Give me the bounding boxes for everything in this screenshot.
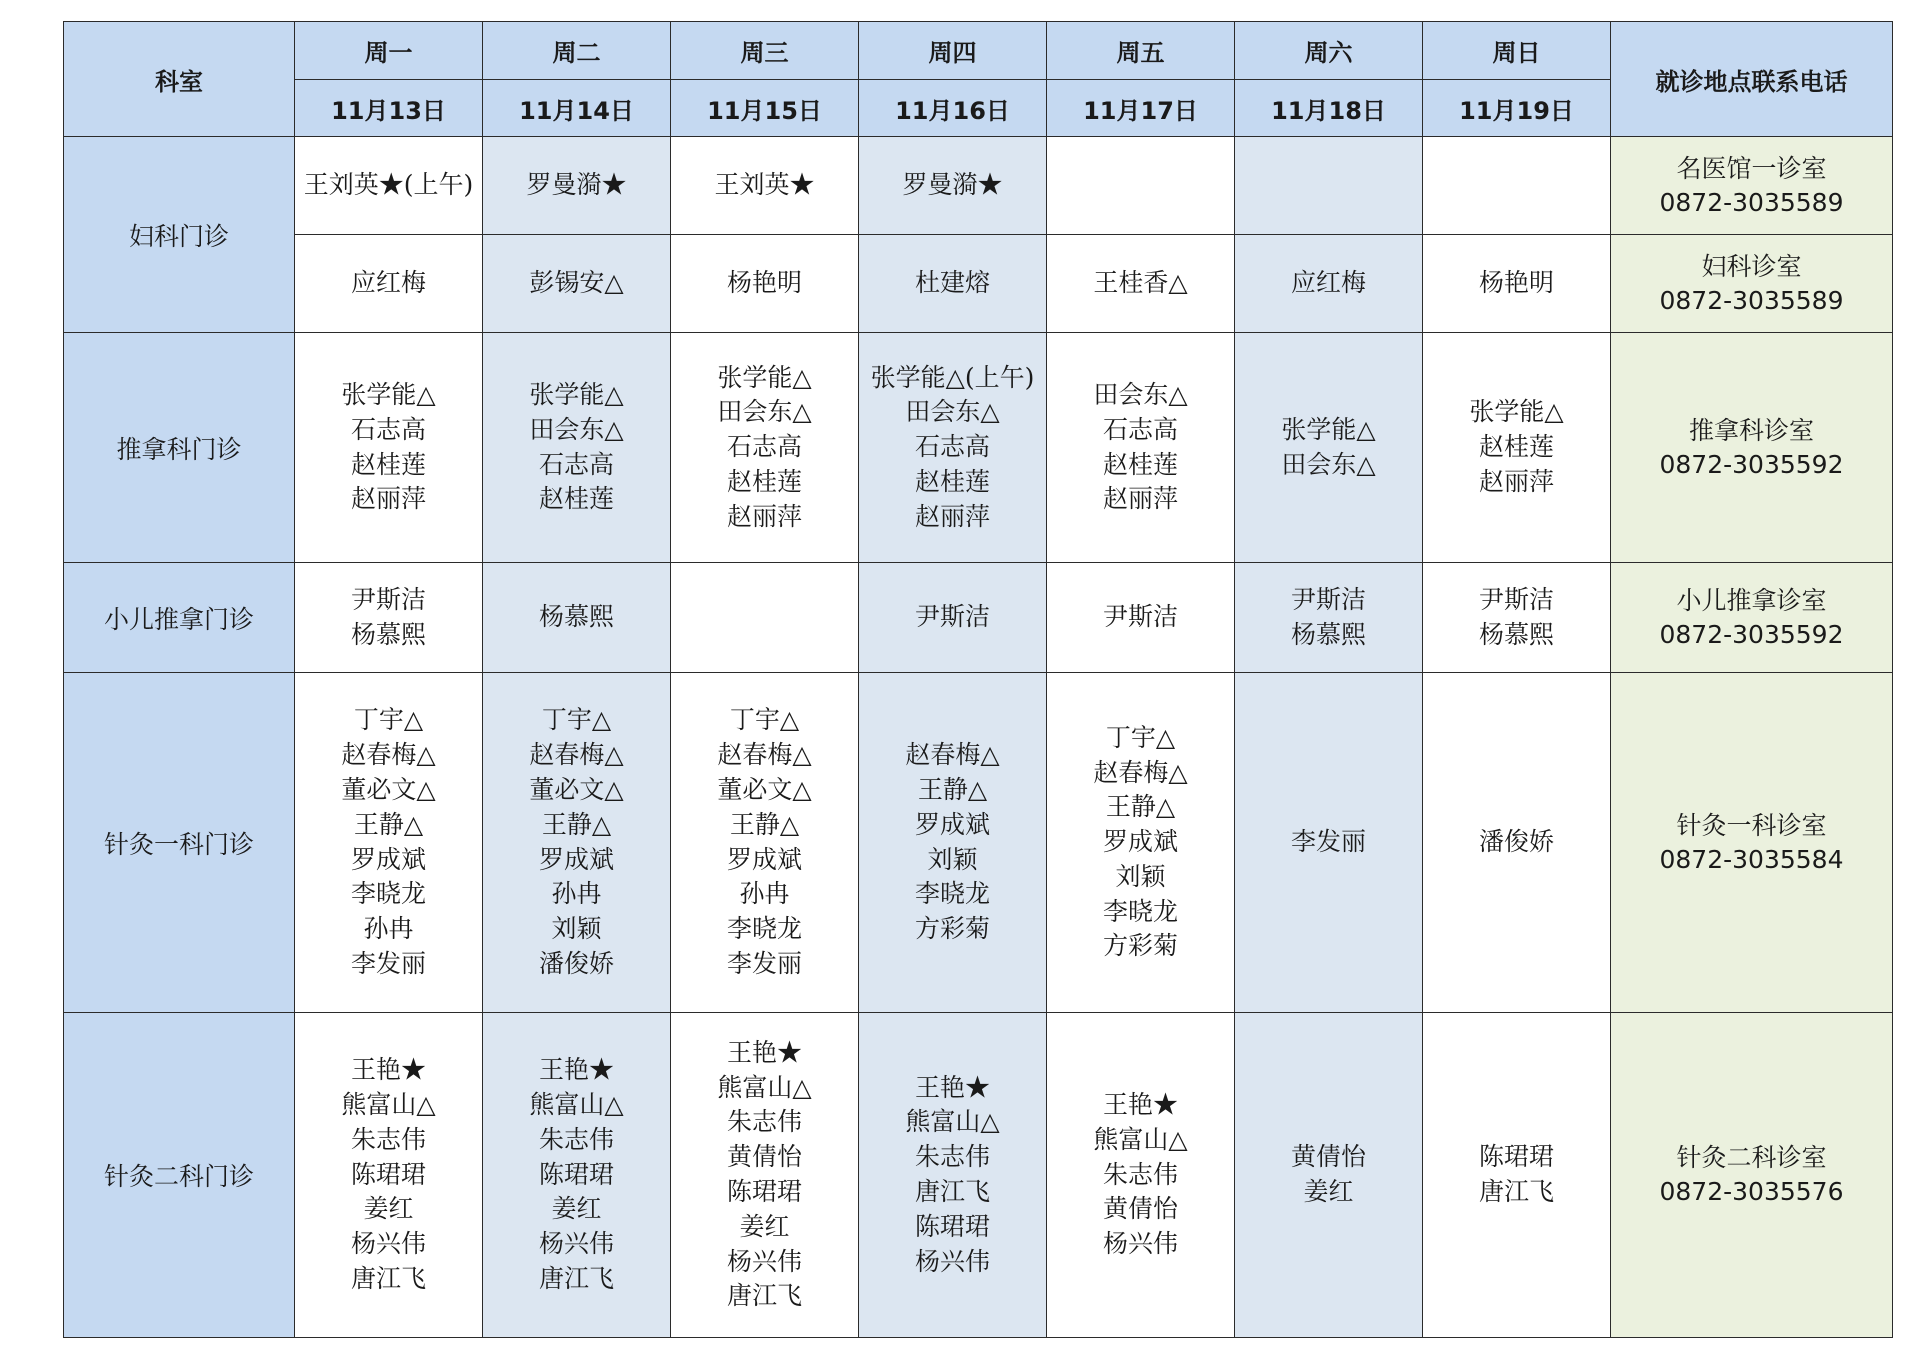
doctor-name: 唐江飞 bbox=[1478, 1177, 1554, 1206]
doctor-name: 杨兴伟 bbox=[914, 1246, 990, 1276]
doctor-name: 朱志伟 bbox=[350, 1124, 426, 1154]
doctor-name: 赵春梅△ bbox=[341, 740, 436, 770]
schedule-row bbox=[64, 235, 1893, 333]
date-header: 11月16日 bbox=[859, 80, 1047, 137]
day-cell bbox=[1235, 673, 1423, 1013]
doctor-name: 田会东△ bbox=[905, 397, 1000, 427]
doctor-name: 黄倩怡 bbox=[726, 1142, 802, 1172]
day-cell bbox=[1047, 235, 1235, 333]
day-cell bbox=[1235, 235, 1423, 333]
doctor-name: 尹斯洁 bbox=[914, 602, 990, 632]
doctor-name: 石志高 bbox=[538, 449, 614, 479]
weekday-header: 周二 bbox=[483, 22, 671, 80]
doctor-name: 王艳★ bbox=[1102, 1090, 1178, 1119]
day-cell bbox=[483, 235, 671, 333]
doctor-name: 罗成斌 bbox=[538, 844, 614, 874]
doctor-name: 唐江飞 bbox=[726, 1281, 802, 1311]
doctor-name: 刘颖 bbox=[1115, 861, 1166, 891]
doctor-name: 孙冉 bbox=[739, 879, 790, 909]
doctor-name: 丁宇△ bbox=[1105, 722, 1176, 752]
doctor-name: 张学能△ bbox=[341, 379, 436, 409]
doctor-name: 赵丽萍 bbox=[1102, 484, 1178, 514]
doctor-name: 孙冉 bbox=[551, 879, 602, 909]
doctor-name: 王静△ bbox=[541, 809, 612, 839]
location-cell bbox=[1611, 1013, 1893, 1338]
phone-number: 0872-3035584 bbox=[1659, 844, 1844, 874]
doctor-name: 熊富山△ bbox=[905, 1107, 1000, 1137]
doctor-name: 杨兴伟 bbox=[538, 1229, 614, 1259]
doctor-name: 唐江飞 bbox=[538, 1263, 614, 1293]
doctor-name: 罗曼漪★ bbox=[526, 170, 627, 200]
date-header: 11月13日 bbox=[295, 80, 483, 137]
location-cell bbox=[1611, 235, 1893, 333]
doctor-name: 朱志伟 bbox=[914, 1142, 990, 1172]
schedule-table bbox=[63, 21, 1893, 1338]
day-cell bbox=[1235, 137, 1423, 235]
doctor-name: 王静△ bbox=[729, 809, 800, 839]
day-cell bbox=[671, 673, 859, 1013]
day-cell bbox=[1423, 1013, 1611, 1338]
room-name: 妇科诊室 bbox=[1701, 251, 1802, 281]
doctor-name: 石志高 bbox=[914, 432, 990, 462]
schedule-row bbox=[64, 563, 1893, 673]
doctor-name: 丁宇△ bbox=[353, 705, 424, 735]
doctor-name: 杨艳明 bbox=[726, 268, 802, 298]
doctor-name: 李晓龙 bbox=[1102, 896, 1178, 926]
day-cell bbox=[1047, 137, 1235, 235]
doctor-name: 石志高 bbox=[726, 432, 802, 462]
day-cell bbox=[295, 137, 483, 235]
doctor-name: 赵春梅△ bbox=[905, 740, 1000, 770]
doctor-name: 石志高 bbox=[350, 414, 426, 444]
doctor-name: 姜红 bbox=[363, 1194, 414, 1224]
doctor-name: 姜红 bbox=[1303, 1177, 1354, 1206]
doctor-name: 罗成斌 bbox=[914, 809, 990, 839]
doctor-name: 赵桂莲 bbox=[914, 466, 990, 496]
day-cell bbox=[295, 673, 483, 1013]
doctor-name: 李发丽 bbox=[1290, 827, 1366, 857]
weekday-header: 周日 bbox=[1423, 22, 1611, 80]
doctor-name: 田会东△ bbox=[1281, 449, 1376, 479]
day-cell bbox=[483, 673, 671, 1013]
day-cell bbox=[1423, 235, 1611, 333]
day-cell bbox=[483, 563, 671, 673]
doctor-name: 董必文△ bbox=[717, 774, 812, 804]
doctor-name: 王静△ bbox=[353, 809, 424, 839]
doctor-name: 杨慕熙 bbox=[1290, 619, 1366, 649]
room-name: 名医馆一诊室 bbox=[1676, 153, 1827, 183]
doctor-name: 罗曼漪★ bbox=[902, 170, 1003, 200]
doctor-name: 董必文△ bbox=[341, 774, 436, 804]
doctor-name: 熊富山△ bbox=[717, 1072, 812, 1102]
doctor-name: 李发丽 bbox=[726, 948, 802, 978]
weekday-header: 周五 bbox=[1047, 22, 1235, 80]
doctor-name: 杨艳明 bbox=[1478, 268, 1554, 298]
doctor-name: 王艳★ bbox=[726, 1037, 802, 1067]
doctor-name: 赵桂莲 bbox=[726, 466, 802, 496]
doctor-name: 熊富山△ bbox=[1093, 1124, 1188, 1154]
doctor-name: 丁宇△ bbox=[541, 705, 612, 735]
doctor-name: 尹斯洁 bbox=[1290, 584, 1366, 614]
doctor-name: 唐江飞 bbox=[350, 1263, 426, 1293]
doctor-name: 张学能△ bbox=[1469, 397, 1564, 427]
department-name: 妇科门诊 bbox=[64, 137, 295, 333]
weekday-header: 周一 bbox=[295, 22, 483, 80]
doctor-name: 赵春梅△ bbox=[1093, 757, 1188, 787]
doctor-name: 王艳★ bbox=[914, 1072, 990, 1102]
doctor-name: 杨兴伟 bbox=[350, 1229, 426, 1259]
doctor-name: 王艳★ bbox=[350, 1055, 426, 1085]
doctor-name: 李晓龙 bbox=[350, 879, 426, 909]
day-cell bbox=[1235, 563, 1423, 673]
doctor-name: 陈珺珺 bbox=[350, 1159, 426, 1189]
doctor-name: 潘俊娇 bbox=[1478, 827, 1554, 857]
doctor-name: 王刘英★ bbox=[714, 170, 815, 200]
location-cell bbox=[1611, 333, 1893, 563]
doctor-name: 姜红 bbox=[739, 1211, 790, 1241]
doctor-name: 赵丽萍 bbox=[914, 501, 990, 531]
location-cell bbox=[1611, 673, 1893, 1013]
phone-number: 0872-3035589 bbox=[1659, 285, 1844, 315]
phone-number: 0872-3035592 bbox=[1659, 619, 1844, 649]
day-cell bbox=[295, 235, 483, 333]
day-cell bbox=[295, 1013, 483, 1338]
day-cell bbox=[859, 137, 1047, 235]
day-cell bbox=[1235, 333, 1423, 563]
day-cell bbox=[483, 137, 671, 235]
day-cell bbox=[1047, 673, 1235, 1013]
room-name: 针灸一科诊室 bbox=[1676, 810, 1827, 840]
doctor-name: 刘颖 bbox=[551, 914, 602, 944]
doctor-name: 李发丽 bbox=[350, 948, 426, 978]
room-name: 针灸二科诊室 bbox=[1676, 1143, 1827, 1172]
day-cell bbox=[859, 333, 1047, 563]
day-cell bbox=[671, 137, 859, 235]
room-name: 推拿科诊室 bbox=[1688, 415, 1814, 445]
day-cell bbox=[483, 333, 671, 563]
date-header: 11月14日 bbox=[483, 80, 671, 137]
day-cell bbox=[1423, 333, 1611, 563]
dept-header: 科室 bbox=[64, 22, 295, 137]
doctor-name: 张学能△ bbox=[1281, 414, 1376, 444]
schedule-row bbox=[64, 137, 1893, 235]
doctor-name: 杨兴伟 bbox=[726, 1246, 802, 1276]
doctor-name: 方彩菊 bbox=[914, 914, 990, 944]
day-cell bbox=[859, 235, 1047, 333]
doctor-name: 田会东△ bbox=[529, 414, 624, 444]
doctor-name: 尹斯洁 bbox=[1478, 584, 1554, 614]
location-header: 就诊地点联系电话 bbox=[1611, 22, 1893, 137]
header-row-week bbox=[64, 22, 1893, 80]
doctor-name: 彭锡安△ bbox=[529, 268, 624, 298]
doctor-name: 赵桂莲 bbox=[350, 449, 426, 479]
location-cell bbox=[1611, 137, 1893, 235]
doctor-name: 陈珺珺 bbox=[914, 1211, 990, 1241]
doctor-name: 陈珺珺 bbox=[726, 1177, 802, 1206]
doctor-name: 杨慕熙 bbox=[350, 619, 426, 649]
doctor-name: 赵桂莲 bbox=[538, 484, 614, 514]
day-cell bbox=[1423, 563, 1611, 673]
day-cell bbox=[1047, 1013, 1235, 1338]
doctor-name: 赵桂莲 bbox=[1102, 449, 1178, 479]
phone-number: 0872-3035589 bbox=[1659, 187, 1844, 217]
day-cell bbox=[859, 1013, 1047, 1338]
date-header: 11月15日 bbox=[671, 80, 859, 137]
doctor-name: 姜红 bbox=[551, 1194, 602, 1224]
doctor-name: 张学能△ bbox=[717, 362, 812, 392]
day-cell bbox=[859, 563, 1047, 673]
day-cell bbox=[671, 1013, 859, 1338]
doctor-name: 刘颖 bbox=[927, 844, 978, 874]
doctor-name: 赵丽萍 bbox=[726, 501, 802, 531]
doctor-name: 杨慕熙 bbox=[1478, 619, 1554, 649]
day-cell bbox=[671, 563, 859, 673]
schedule-row bbox=[64, 1013, 1893, 1338]
day-cell bbox=[1235, 1013, 1423, 1338]
day-cell bbox=[1047, 333, 1235, 563]
weekday-header: 周六 bbox=[1235, 22, 1423, 80]
doctor-name: 丁宇△ bbox=[729, 705, 800, 735]
day-cell bbox=[295, 333, 483, 563]
doctor-name: 赵桂莲 bbox=[1478, 432, 1554, 462]
doctor-name: 孙冉 bbox=[363, 914, 414, 944]
doctor-name: 张学能△ bbox=[529, 379, 624, 409]
day-cell bbox=[295, 563, 483, 673]
weekday-header: 周四 bbox=[859, 22, 1047, 80]
date-header: 11月18日 bbox=[1235, 80, 1423, 137]
doctor-name: 熊富山△ bbox=[341, 1090, 436, 1119]
doctor-name: 李晓龙 bbox=[726, 914, 802, 944]
doctor-name: 杜建熔 bbox=[914, 268, 990, 298]
doctor-name: 李晓龙 bbox=[914, 879, 990, 909]
department-name: 针灸二科门诊 bbox=[64, 1013, 295, 1338]
day-cell bbox=[1423, 137, 1611, 235]
department-name: 小儿推拿门诊 bbox=[64, 563, 295, 673]
doctor-name: 唐江飞 bbox=[914, 1177, 990, 1206]
doctor-name: 赵丽萍 bbox=[1478, 466, 1554, 496]
doctor-name: 王桂香△ bbox=[1093, 268, 1188, 298]
doctor-name: 张学能△(上午) bbox=[870, 362, 1035, 392]
doctor-name: 王静△ bbox=[917, 774, 988, 804]
doctor-name: 潘俊娇 bbox=[538, 948, 614, 978]
doctor-name: 应红梅 bbox=[350, 268, 426, 298]
doctor-name: 应红梅 bbox=[1290, 268, 1366, 298]
doctor-name: 朱志伟 bbox=[726, 1107, 802, 1137]
doctor-name: 赵春梅△ bbox=[529, 740, 624, 770]
day-cell bbox=[1423, 673, 1611, 1013]
room-name: 小儿推拿诊室 bbox=[1676, 585, 1827, 615]
schedule-row bbox=[64, 333, 1893, 563]
doctor-name: 尹斯洁 bbox=[1102, 602, 1178, 632]
day-cell bbox=[1047, 563, 1235, 673]
doctor-name: 王静△ bbox=[1105, 792, 1176, 822]
date-header: 11月17日 bbox=[1047, 80, 1235, 137]
doctor-name: 熊富山△ bbox=[529, 1090, 624, 1119]
department-name: 推拿科门诊 bbox=[64, 333, 295, 563]
doctor-name: 田会东△ bbox=[1093, 379, 1188, 409]
doctor-name: 黄倩怡 bbox=[1102, 1194, 1178, 1224]
day-cell bbox=[671, 235, 859, 333]
doctor-name: 赵丽萍 bbox=[350, 484, 426, 514]
doctor-name: 田会东△ bbox=[717, 397, 812, 427]
doctor-name: 董必文△ bbox=[529, 774, 624, 804]
location-cell bbox=[1611, 563, 1893, 673]
doctor-name: 罗成斌 bbox=[1102, 827, 1178, 857]
phone-number: 0872-3035592 bbox=[1659, 449, 1844, 479]
doctor-name: 罗成斌 bbox=[726, 844, 802, 874]
doctor-name: 罗成斌 bbox=[350, 844, 426, 874]
doctor-name: 陈珺珺 bbox=[1478, 1142, 1554, 1172]
doctor-name: 朱志伟 bbox=[1102, 1159, 1178, 1189]
doctor-name: 陈珺珺 bbox=[538, 1159, 614, 1189]
doctor-name: 黄倩怡 bbox=[1290, 1142, 1366, 1172]
doctor-name: 王刘英★(上午) bbox=[303, 170, 474, 200]
doctor-name: 杨兴伟 bbox=[1102, 1229, 1178, 1259]
day-cell bbox=[671, 333, 859, 563]
doctor-name: 尹斯洁 bbox=[350, 584, 426, 614]
doctor-name: 杨慕熙 bbox=[538, 602, 614, 632]
date-header: 11月19日 bbox=[1423, 80, 1611, 137]
doctor-name: 石志高 bbox=[1102, 414, 1178, 444]
doctor-name: 王艳★ bbox=[538, 1055, 614, 1085]
doctor-name: 朱志伟 bbox=[538, 1124, 614, 1154]
schedule-body bbox=[64, 137, 1893, 1338]
doctor-name: 方彩菊 bbox=[1102, 931, 1178, 961]
doctor-name: 赵春梅△ bbox=[717, 740, 812, 770]
day-cell bbox=[859, 673, 1047, 1013]
schedule-row bbox=[64, 673, 1893, 1013]
phone-number: 0872-3035576 bbox=[1659, 1177, 1844, 1206]
day-cell bbox=[483, 1013, 671, 1338]
weekday-header: 周三 bbox=[671, 22, 859, 80]
department-name: 针灸一科门诊 bbox=[64, 673, 295, 1013]
